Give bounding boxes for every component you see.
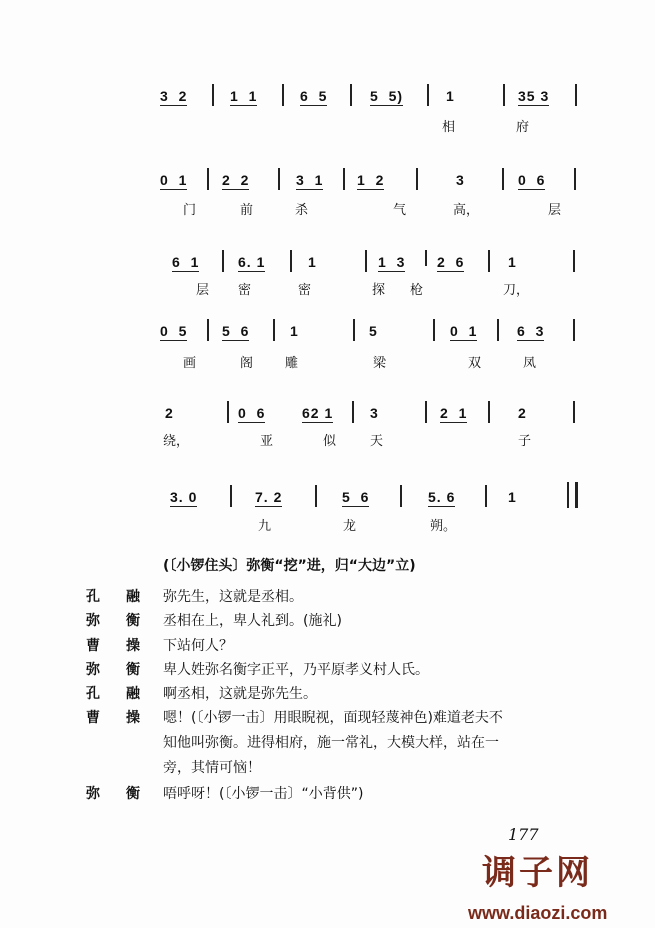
lyric: 亚: [260, 434, 274, 449]
bar-line: [425, 250, 427, 266]
bar-line: [290, 250, 292, 272]
note-group: 1: [508, 254, 517, 270]
speaker: 衡: [126, 613, 140, 629]
lyric: 龙: [343, 519, 357, 534]
bar-line: [353, 319, 355, 341]
lyric: 九: [258, 519, 272, 534]
line-text: 下站何人？: [163, 638, 233, 654]
speaker: 操: [126, 710, 140, 726]
note-group: 6. 1: [238, 254, 265, 272]
lyric: 梁: [373, 356, 387, 371]
note-group: 1: [308, 254, 317, 270]
bar-line: [227, 401, 229, 423]
note-group: 1 3: [378, 254, 405, 272]
note-group: 2 2: [222, 172, 249, 190]
lyric: 高，: [453, 203, 480, 218]
speaker: 融: [126, 589, 140, 605]
line-text: 嗯！(〔小锣一击〕用眼睨视，面现轻蔑神色)难道老夫不: [163, 710, 503, 726]
stage-direction: (〔小锣住头〕弥衡“挖”进，归“大边”立): [163, 558, 416, 574]
speaker: 弥: [86, 662, 100, 678]
bar-line: [503, 84, 505, 106]
lyric: 密: [238, 283, 252, 298]
lyric: 探: [372, 283, 386, 298]
watermark-title: 调子网: [482, 853, 593, 893]
bar-line: [222, 250, 224, 272]
lyric: 杀: [295, 203, 309, 218]
bar-line: [278, 168, 280, 190]
note-group: 1 1: [230, 88, 257, 106]
bar-line: [488, 401, 490, 423]
note-group: 2: [518, 405, 527, 421]
note-group: 1 2: [357, 172, 384, 190]
note-group: 0 6: [518, 172, 545, 190]
note-group: 3 2: [160, 88, 187, 106]
bar-line: [502, 168, 504, 190]
lyric: 刀，: [503, 283, 530, 298]
lyric: 雕: [285, 356, 299, 371]
page-number: 177: [508, 825, 539, 844]
bar-line: [207, 319, 209, 341]
lyric: 天: [370, 434, 384, 449]
lyric: 层: [196, 283, 210, 298]
note-group: 0 1: [160, 172, 187, 190]
line-text: 弥先生，这就是丞相。: [163, 589, 303, 605]
bar-line: [497, 319, 499, 341]
final-double-bar: [567, 482, 578, 508]
bar-line: [573, 401, 575, 423]
speaker: 弥: [86, 613, 100, 629]
bar-line: [352, 401, 354, 423]
lyric: 前: [240, 203, 254, 218]
bar-line: [573, 319, 575, 341]
lyric: 阁: [240, 356, 254, 371]
lyric: 枪: [410, 283, 424, 298]
note-group: 1: [508, 489, 517, 505]
bar-line: [230, 485, 232, 507]
lyric: 似: [323, 434, 337, 449]
note-group: 6 1: [172, 254, 199, 272]
speaker: 融: [126, 686, 140, 702]
bar-line: [207, 168, 209, 190]
note-group: 62 1: [302, 405, 333, 423]
speaker: 弥: [86, 786, 100, 802]
lyric: 凤: [523, 356, 537, 371]
note-group: 6 5: [300, 88, 327, 106]
note-group: 7. 2: [255, 489, 282, 507]
line-text: 旁，其情可恼！: [163, 760, 261, 776]
lyric: 层: [548, 203, 562, 218]
note-group: 0 6: [238, 405, 265, 423]
line-text: 丞相在上，卑人礼到。(施礼): [163, 613, 342, 629]
bar-line: [433, 319, 435, 341]
note-group: 5 6: [222, 323, 249, 341]
note-group: 3 1: [296, 172, 323, 190]
note-group: 3: [370, 405, 379, 421]
bar-line: [425, 401, 427, 423]
speaker: 曹: [86, 710, 100, 726]
speaker: 衡: [126, 662, 140, 678]
line-text: 啊丞相，这就是弥先生。: [163, 686, 317, 702]
speaker: 孔: [86, 589, 100, 605]
note-group: 2: [165, 405, 174, 421]
note-group: 0 1: [450, 323, 477, 341]
note-group: 35 3: [518, 88, 549, 106]
lyric: 气: [393, 203, 407, 218]
lyric: 密: [298, 283, 312, 298]
bar-line: [485, 485, 487, 507]
speaker: 操: [126, 638, 140, 654]
note-group: 2 1: [440, 405, 467, 423]
note-group: 5: [369, 323, 378, 339]
line-text: 知他叫弥衡。进得相府，施一常礼，大模大样，站在一: [163, 735, 499, 751]
note-group: 5 5): [370, 88, 403, 106]
lyric: 子: [518, 434, 532, 449]
note-group: 3. 0: [170, 489, 197, 507]
bar-line: [212, 84, 214, 106]
speaker: 衡: [126, 786, 140, 802]
note-group: 6 3: [517, 323, 544, 341]
bar-line: [427, 84, 429, 106]
lyric: 双: [468, 356, 482, 371]
bar-line: [282, 84, 284, 106]
bar-line: [350, 84, 352, 106]
note-group: 5 6: [342, 489, 369, 507]
bar-line: [573, 250, 575, 272]
note-group: 0 5: [160, 323, 187, 341]
lyric: 府: [516, 120, 530, 135]
note-group: 1: [446, 88, 455, 104]
watermark-url: www.diaozi.com: [468, 903, 608, 923]
bar-line: [574, 168, 576, 190]
note-group: 5. 6: [428, 489, 455, 507]
lyric: 绕，: [163, 434, 190, 449]
lyric: 画: [183, 356, 197, 371]
note-group: 3: [456, 172, 465, 188]
lyric: 门: [183, 203, 197, 218]
bar-line: [488, 250, 490, 272]
note-group: 2 6: [437, 254, 464, 272]
line-text: 卑人姓弥名衡字正平，乃平原孝义村人氏。: [163, 662, 429, 678]
bar-line: [416, 168, 418, 190]
speaker: 孔: [86, 686, 100, 702]
bar-line: [343, 168, 345, 190]
bar-line: [315, 485, 317, 507]
note-group: 1: [290, 323, 299, 339]
lyric: 相: [442, 120, 456, 135]
bar-line: [575, 84, 577, 106]
line-text: 唔呼呀！(〔小锣一击〕“小背供”): [163, 786, 364, 802]
bar-line: [365, 250, 367, 272]
bar-line: [400, 485, 402, 507]
bar-line: [273, 319, 275, 341]
lyric: 朔。: [430, 519, 457, 534]
speaker: 曹: [86, 638, 100, 654]
